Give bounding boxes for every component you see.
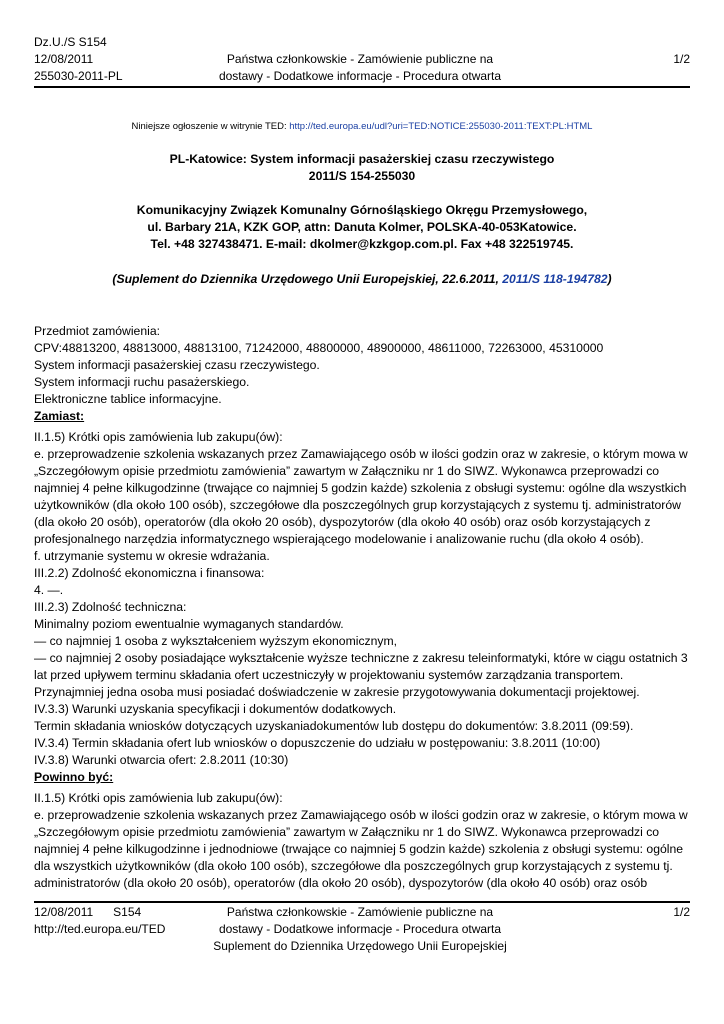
notice-body bbox=[34, 323, 690, 892]
ted-notice bbox=[0, 121, 724, 132]
footer-title-line1: Państwa członkowskie - Zamówienie publiczne na bbox=[226, 905, 494, 919]
intro-line: Przedmiot zamówienia: bbox=[34, 324, 160, 338]
intro-line: System informacji pasażerskiej czasu rzeczywistego. bbox=[34, 358, 320, 372]
instead-paragraph: Minimalny poziom ewentualnie wymaganych standardów. bbox=[34, 617, 344, 631]
header-title-line2: dostawy - Dodatkowe informacje - Procedura otwarta bbox=[218, 69, 502, 83]
instead-paragraph: III.2.3) Zdolność techniczna: bbox=[34, 600, 187, 614]
supplement-text: (Suplement do Dziennika Urzędowego Unii Europejskiej, 22.6.2011, bbox=[112, 272, 503, 286]
footer-divider bbox=[34, 901, 690, 903]
instead-paragraph: — co najmniej 2 osoby posiadające wykształcenie wyższe techniczne z zakresu teleinformatyki, które w ciągu ostatnich 3 lat przed upływem terminu składania ofert uczestniczyły w projektowaniu systemów zarządzania transportem. Przynajmniej jedna osoba musi posiadać doświadczenie w zakresie przygotowywania dokumentacji projektowej. bbox=[34, 651, 688, 699]
intro-line: Elektroniczne tablice informacyjne. bbox=[34, 392, 222, 406]
header-ref-line1: Dz.U./S S154 bbox=[34, 35, 107, 49]
instead-paragraph: 4. —. bbox=[34, 583, 64, 597]
notice-title bbox=[50, 151, 674, 185]
cpv-codes: CPV:48813200, 48813000, 48813100, 71242000, 48800000, 48900000, 48611000, 72263000, 45310000 bbox=[34, 341, 604, 355]
footer-title-line2: dostawy - Dodatkowe informacje - Procedura otwarta bbox=[218, 922, 502, 936]
header-divider bbox=[34, 86, 690, 88]
header-page-number: 1/2 bbox=[673, 52, 690, 66]
should-paragraph: II.1.5) Krótki opis zamówienia lub zakupu(ów): bbox=[34, 791, 283, 805]
ted-notice-prefix: Niniejsze ogłoszenie w witrynie TED: bbox=[131, 121, 290, 132]
notice-title-line2: 2011/S 154-255030 bbox=[308, 169, 416, 183]
header-reference bbox=[34, 34, 123, 85]
supplement-link[interactable]: 2011/S 118-194782 bbox=[502, 272, 608, 286]
intro-line: System informacji ruchu pasażerskiego. bbox=[34, 375, 250, 389]
instead-paragraph: II.1.5) Krótki opis zamówienia lub zakupu(ów): bbox=[34, 430, 283, 444]
footer-title-line3: Suplement do Dziennika Urzędowego Unii Europejskiej bbox=[213, 939, 507, 953]
authority-line2: ul. Barbary 21A, KZK GOP, attn: Danuta Kolmer, POLSKA-40-053Katowice. bbox=[147, 220, 577, 234]
notice-title-line1: PL-Katowice: System informacji pasażerskiej czasu rzeczywistego bbox=[169, 152, 555, 166]
instead-paragraph: IV.3.8) Warunki otwarcia ofert: 2.8.2011 (10:30) bbox=[34, 753, 289, 767]
instead-paragraph: e. przeprowadzenie szkolenia wskazanych przez Zamawiającego osób w ilości godzin oraz w zakresie, o którym mowa w „Szczegółowym opisie przedmiotu zamówienia” zawartym w Załączniku nr 1 do SIWZ. Wykonawca przeprowadzi co najmniej 4 pełne kilkugodzinne (trwające co najmniej 5 godzin każde) szkolenia z obsługi systemu: ogólne dla wszystkich użytkowników (dla około 100 osób), szczegółowe dla poszczególnych grup korzystających z systemu tj. administratorów (dla około 20 osób), operatorów (dla około 20 osób), dyspozytorów (dla około 40 osób) oraz osób korzystających z profesjonalnego narzędzia informatycznego wspierającego modelowanie i analizowanie ruchu (dla około 4 osób). bbox=[34, 447, 688, 546]
footer-url[interactable]: http://ted.europa.eu/TED bbox=[34, 922, 166, 936]
supplement-close: ) bbox=[607, 272, 612, 286]
header-ref-line3: 255030-2011-PL bbox=[34, 69, 123, 83]
contracting-authority bbox=[50, 202, 674, 253]
instead-paragraph: Termin składania wniosków dotyczących uzyskaniadokumentów lub dostępu do dokumentów: 3.8.2011 (09:59). bbox=[34, 719, 634, 733]
header-ref-line2: 12/08/2011 bbox=[34, 52, 94, 66]
footer-reference bbox=[34, 904, 165, 938]
should-heading: Powinno być: bbox=[34, 770, 114, 784]
instead-heading: Zamiast: bbox=[34, 409, 85, 423]
footer-date: 12/08/2011 S154 bbox=[34, 905, 142, 919]
authority-line1: Komunikacyjny Związek Komunalny Górnośląskiego Okręgu Przemysłowego, bbox=[136, 203, 588, 217]
header-title bbox=[180, 51, 540, 85]
instead-paragraph: IV.3.4) Termin składania ofert lub wniosków o dopuszczenie do udziału w postępowaniu: 3.8.2011 (10:00) bbox=[34, 736, 601, 750]
supplement-reference bbox=[30, 272, 694, 286]
authority-line3: Tel. +48 327438471. E-mail: dkolmer@kzkgop.com.pl. Fax +48 322519745. bbox=[150, 237, 574, 251]
instead-paragraph: — co najmniej 1 osoba z wykształceniem wyższym ekonomicznym, bbox=[34, 634, 398, 648]
instead-paragraph: IV.3.3) Warunki uzyskania specyfikacji i dokumentów dodatkowych. bbox=[34, 702, 397, 716]
footer-title bbox=[180, 904, 540, 955]
footer-page-number: 1/2 bbox=[673, 905, 690, 919]
should-paragraph: e. przeprowadzenie szkolenia wskazanych przez Zamawiającego osób w ilości godzin oraz w zakresie, o którym mowa w „Szczegółowym opisie przedmiotu zamówienia” zawartym w Załączniku nr 1 do SIWZ. Wykonawca przeprowadzi co najmniej 4 pełne kilkugodzinne i jednodniowe (trwające co najmniej 5 godzin każde) szkolenia z obsługi systemu: ogólne dla wszystkich użytkowników (dla około 100 osób), szczegółowe dla poszczególnych grup korzystających z systemu tj. administratorów (dla około 20 osób), operatorów (dla około 20 osób), dyspozytorów (dla około 40 osób) oraz osób bbox=[34, 808, 688, 890]
header-title-line1: Państwa członkowskie - Zamówienie publiczne na bbox=[226, 52, 494, 66]
instead-paragraph: f. utrzymanie systemu w okresie wdrażania. bbox=[34, 549, 270, 563]
ted-notice-link[interactable]: http://ted.europa.eu/udl?uri=TED:NOTICE:255030-2011:TEXT:PL:HTML bbox=[289, 121, 593, 132]
instead-paragraph: III.2.2) Zdolność ekonomiczna i finansowa: bbox=[34, 566, 265, 580]
